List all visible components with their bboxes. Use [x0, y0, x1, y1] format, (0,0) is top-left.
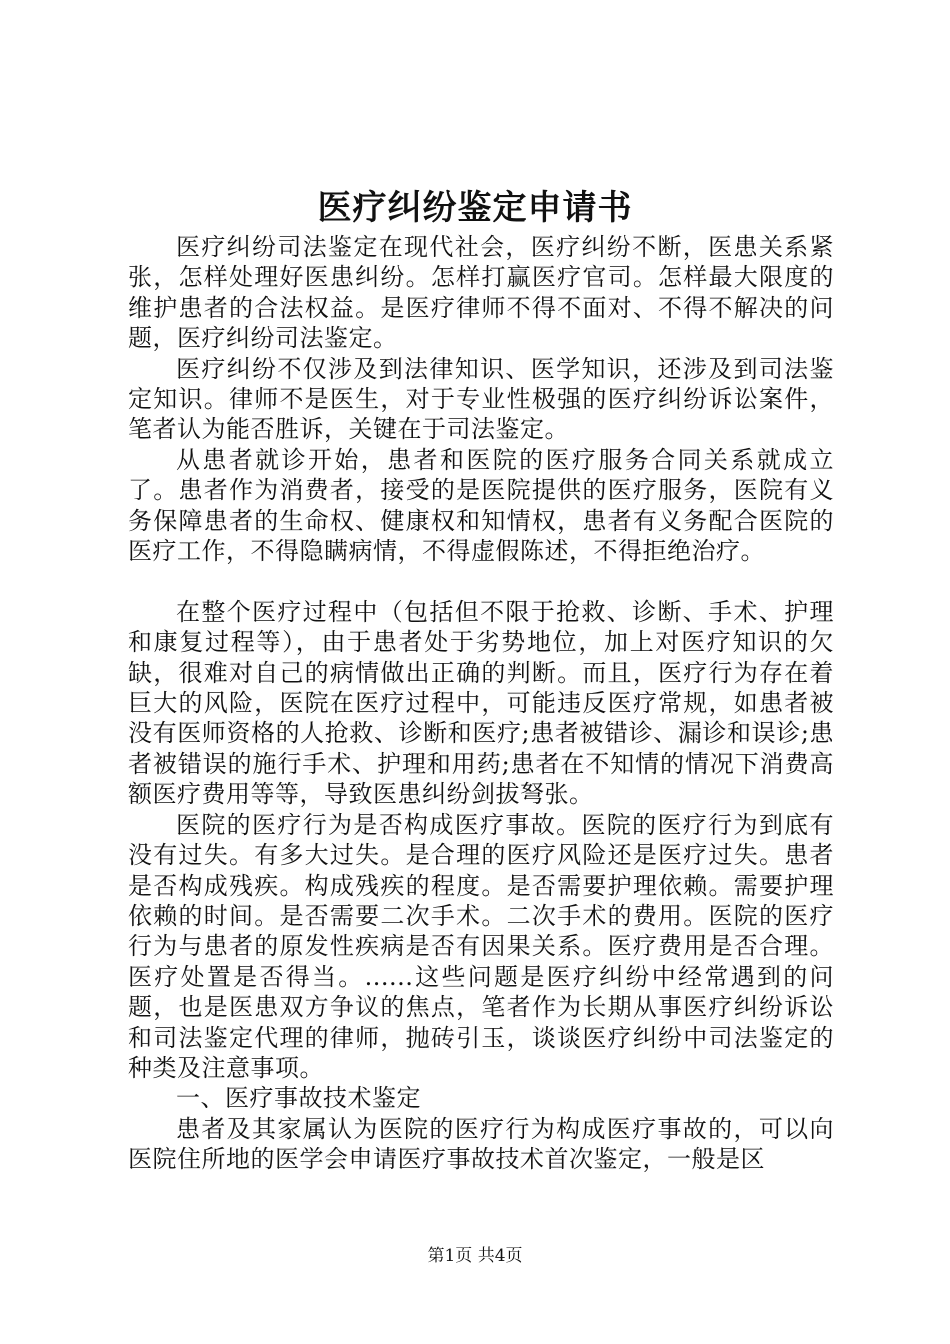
document-body [128, 232, 834, 1175]
page-footer: 第1页 共4页 [427, 1246, 523, 1266]
paragraph: 在整个医疗过程中（包括但不限于抢救、诊断、手术、护理和康复过程等），由于患者处于劣势地位，加上对医疗知识的欠缺，很难对自己的病情做出正确的判断。而且，医疗行为存在着巨大的风险，医院在医疗过程中，可能违反医疗常规，如患者被没有医师资格的人抢救、诊断和医疗;患者被错诊、漏诊和误诊;患者被错误的施行手术、护理和用药;患者在不知情的情况下消费高额医疗费用等等，导致医患纠纷剑拔弩张。 [128, 597, 834, 809]
paragraph: 医疗纠纷不仅涉及到法律知识、医学知识，还涉及到司法鉴定知识。律师不是医生，对于专业性极强的医疗纠纷诉讼案件，笔者认为能否胜诉，关键在于司法鉴定。 [128, 354, 834, 444]
paragraph: 从患者就诊开始，患者和医院的医疗服务合同关系就成立了。患者作为消费者，接受的是医院提供的医疗服务，医院有义务保障患者的生命权、健康权和知情权，患者有义务配合医院的医疗工作，不得隐瞒病情，不得虚假陈述，不得拒绝治疗。 [128, 445, 834, 566]
document-title: 医疗纠纷鉴定申请书 [317, 188, 633, 228]
paragraph: 患者及其家属认为医院的医疗行为构成医疗事故的，可以向医院住所地的医学会申请医疗事故技术首次鉴定，一般是区 [128, 1114, 834, 1174]
section-heading: 一、医疗事故技术鉴定 [176, 1084, 421, 1113]
paragraph: 医院的医疗行为是否构成医疗事故。医院的医疗行为到底有没有过失。有多大过失。是合理的医疗风险还是医疗过失。患者是否构成残疾。构成残疾的程度。是否需要护理依赖。需要护理依赖的时间。是否需要二次手术。二次手术的费用。医院的医疗行为与患者的原发性疾病是否有因果关系。医疗费用是否合理。医疗处置是否得当。......这些问题是医疗纠纷中经常遇到的问题，也是医患双方争议的焦点，笔者作为长期从事医疗纠纷诉讼和司法鉴定代理的律师，抛砖引玉，谈谈医疗纠纷中司法鉴定的种类及注意事项。 [128, 810, 834, 1082]
paragraph: 医疗纠纷司法鉴定在现代社会，医疗纠纷不断，医患关系紧张，怎样处理好医患纠纷。怎样打赢医疗官司。怎样最大限度的维护患者的合法权益。是医疗律师不得不面对、不得不解决的问题，医疗纠纷司法鉴定。 [128, 233, 834, 353]
